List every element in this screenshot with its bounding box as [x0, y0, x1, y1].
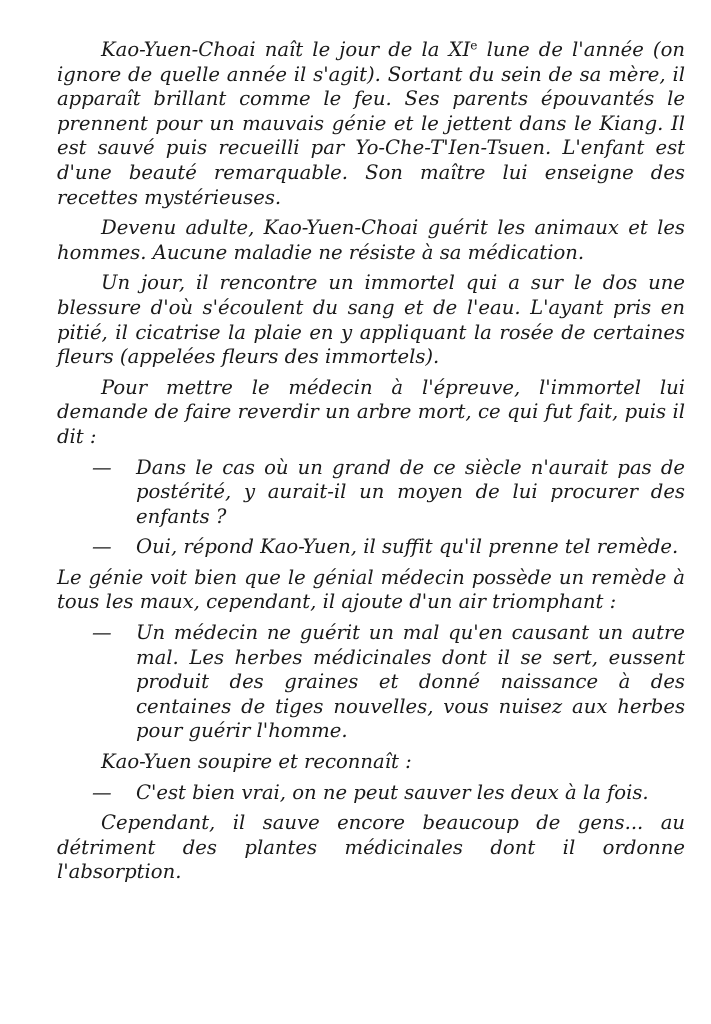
- dialogue-line: [57, 535, 685, 560]
- dialogue-text: Un médecin ne guérit un mal qu'en causant un autre mal. Les herbes médicinales dont il se sert, eussent produit des graines et donné naissance à des centaines de tiges nouvelles, vous nuisez aux herbes pour guérir l'homme.: [136, 621, 685, 743]
- paragraph-adulthood: Devenu adulte, Kao-Yuen-Choai guérit les animaux et les hommes. Aucune maladie ne résiste à sa médication.: [57, 216, 685, 264]
- dialogue-line: [57, 456, 685, 530]
- paragraph-birth-text-after: lune de l'année (on ignore de quelle année il s'agit). Sortant du sein de sa mère, il apparaît brillant comme le feu. Ses parents épouvantés le prennent pour un mauvais génie et le jettent dans le Kiang. Il est sauvé puis recueilli par Yo-Che-T'Ien-Tsuen. L'enfant est d'une beauté remarquable. Son maître lui enseigne des recettes mystérieuses.: [57, 38, 685, 209]
- paragraph-immortal-wound: Un jour, il rencontre un immortel qui a sur le dos une blessure d'où s'écoulent du sang et de l'eau. L'ayant pris en pitié, il cicatrise la plaie en y appliquant la rosée de certaines fleurs (appelées fleurs des immortels).: [57, 271, 685, 369]
- dialogue-dash: —: [92, 780, 112, 804]
- paragraph-genie: Le génie voit bien que le génial médecin possède un remède à tous les maux, cependant, il ajoute d'un air triomphant :: [57, 565, 685, 614]
- paragraph-test: Pour mettre le médecin à l'épreuve, l'immortel lui demande de faire reverdir un arbre mort, ce qui fut fait, puis il dit :: [57, 375, 685, 448]
- ordinal-superscript: e: [470, 38, 478, 53]
- dialogue-line: [57, 621, 685, 744]
- dialogue-dash: —: [92, 621, 112, 645]
- paragraph-conclusion: Cependant, il sauve encore beaucoup de gens... au détriment des plantes médicinales dont il ordonne l'absorption.: [57, 811, 685, 884]
- dialogue-line: [57, 781, 685, 806]
- dialogue-text: C'est bien vrai, on ne peut sauver les deux à la fois.: [136, 780, 649, 804]
- paragraph-sigh: Kao-Yuen soupire et reconnaît :: [101, 750, 412, 774]
- paragraph-birth-text-before: Kao-Yuen-Choai naît le jour de la XI: [101, 38, 471, 61]
- dialogue-text: Dans le cas où un grand de ce siècle n'aurait pas de postérité, y aurait-il un moyen de lui procurer des enfants ?: [136, 455, 685, 528]
- dialogue-text: Oui, répond Kao-Yuen, il suffit qu'il prenne tel remède.: [136, 535, 679, 559]
- paragraph-birth: [57, 38, 685, 210]
- dialogue-dash: —: [92, 455, 112, 479]
- document-page: [57, 38, 685, 891]
- dialogue-dash: —: [92, 535, 112, 559]
